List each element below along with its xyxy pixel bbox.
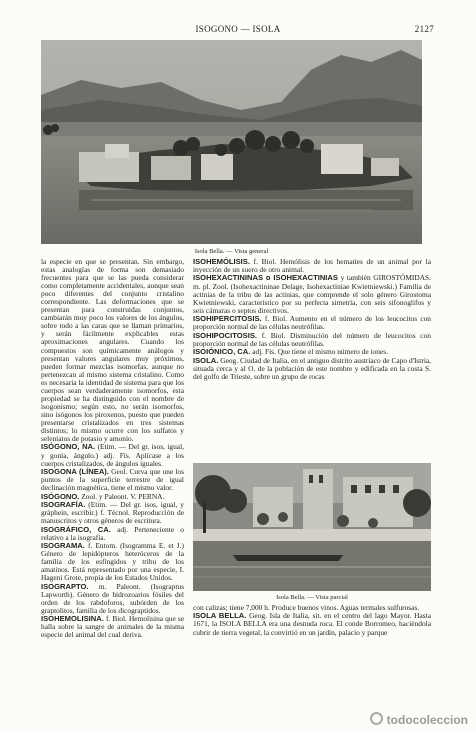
entry-isola-bella: ISOLA BELLA. Geog. Isla de Italia, sit. en el centro del lago Mayor. Hasta 1671, la ISOLA BELLA era una desnuda roca. El conde Borromeo, haciéndola cubrir de tierra vegetal, la convirtió en un jardín, palacio y parque — [193, 611, 431, 637]
entry-isograpto: ISOGRAPTO. m. Paleont. (Isograptus Lapworth). Género de hidrozoarios fósiles del orden de los rabdoforos, subórden de los graptolitos, familia de los dicograptidos. — [41, 581, 184, 615]
entry-isohipocitosis: ISOHIPOCITOSIS. f. Biol. Disminución del número de leucocitos con proporción normal de las células neutrófilas. — [193, 330, 431, 348]
running-head-title: ISOGONO — ISOLA — [195, 24, 281, 34]
entry-paragraph: la especie en que se presentan. Sin embargo, estas analogías de forma son demasiado frecuentes para que se las pueda considerar como completamente accidentales, aunque sean poco diferentes del conjunto cristalino correspondiente. Las deformaciones que se presentan para construidas conjuntos, cambiarán muy poco los valores de los ángulos, sobre todo a las caras que se llaman primarios, y serán fácilmente explicables estas aproximaciones angulares. Cuando los compuestos son químicamente análogos y presentan valores angulares muy próximos, pueden formar mezclas isomorfas, aunque no pertenezcan al mismo sistema cristalino. Como es necesaria la identidad de sistema para que los cuerpos sean verdaderamente isomorfos, esta propiedad se ha distinguido con el nombre de isogonismo; según esto, no serán isomorfos, sino isógonos los piroxenos, puesto que pueden presentarse cristalizados en tres sistemas distintos; lo mismo ocurre con los sulfatos y seleniatos de potasio y amonio. — [41, 257, 184, 444]
watermark-text: todocoleccion — [386, 713, 468, 727]
right-column-bottom — [193, 604, 431, 637]
entry-isohemolisina: ISOHEMOLISINA. f. Biol. Hemolisina que se halla sobre la sangre de animales de la misma especie del animal del cual deriva. — [41, 614, 184, 640]
entry-isola-continued: con calizas; tiene 7,000 h. Produce buenos vinos. Aguas termales sulfurosas. — [193, 603, 420, 612]
entry-isohipercitosis: ISOHIPERCITOSIS. f. Biol. Aumento en el número de los leucocitos con proporción normal de las células neutrófilas. — [193, 314, 431, 332]
entry-isola: ISOLA. Geog. Ciudad de Italia, en el antiguo distrito austríaco de Capo d'Istria, situada cerca y al O. de la población de este nombre y edificada en la costa S. del golfo de Trieste, sobre un grupo de rocas — [193, 355, 432, 381]
entry-isohexactininas: ISOHEXACTININAS o ISOHEXACTINIAS y también GIROSTÓMIDAS. m. pl. Zool. (Isohexactininae Delage, Isohexactiniae Kwietniewski.) Familia de actinias de la tribu de las actinias, que comprende el solo género Girostoma Kwietniewski, característico por su perfecta simetría, con seis sifonoglifos y seis cámaras o septos directivos. — [193, 273, 432, 315]
running-head — [0, 24, 476, 36]
watermark — [370, 712, 468, 727]
entry-isohemolisis: ISOHEMÓLISIS. f. Biol. Hemólisis de los hematíes de un animal por la inyección de un suero de otro animal. — [193, 257, 431, 275]
top-photo-caption: Isola Bella. — Vista general — [194, 248, 269, 255]
entry-isoionico: ISOIÓNICO, CA. adj. Fís. Que tiene el mismo número de iones. — [193, 347, 388, 357]
entry-isograma: ISOGRAMA. f. Entom. (Isogramma E. et J.) Género de lepidópteros heteróceros de la familia de los esfíngidos y tribu de los amatinos. Está representado por una especie, I. Hageni Grote, propia de los Estados Unidos. — [41, 540, 184, 583]
watermark-logo-icon — [370, 712, 383, 725]
entry-isogono: ISÓGONO, NA. (Etim. — Del gr. isos, igual, y gonía, ángulo.) adj. Fís. Aplícase a los cuerpos cristalizados, de ángulos iguales. — [41, 442, 184, 468]
entry-isogono-zool: ISÓGONO. Zool. y Paleont. V. PERNA. — [41, 491, 165, 501]
entry-isografico: ISOGRÁFICO, CA. adj. Perteneciente o relativo a la isografía. — [41, 524, 184, 542]
isola-bella-panorama-photo — [41, 40, 422, 244]
entry-isografia: ISOGRAFÍA. (Etim. — Del gr. isos, igual, y gráphein, escribir.) f. Técnol. Reproducción de manuscritos y otros géneros de escritura. — [41, 499, 184, 526]
isola-bella-partial-photo — [193, 463, 431, 591]
left-column — [41, 258, 184, 640]
entry-isogona: ISOGONA (LÍNEA). Geol. Curva que une los puntos de la superficie terrestre de igual declinación magnética, tiene el mismo valor. — [41, 467, 184, 493]
right-column-top — [193, 258, 431, 381]
inset-photo-caption: Isola Bella. — Vista parcial — [276, 594, 348, 601]
page-number: 2127 — [414, 24, 434, 34]
